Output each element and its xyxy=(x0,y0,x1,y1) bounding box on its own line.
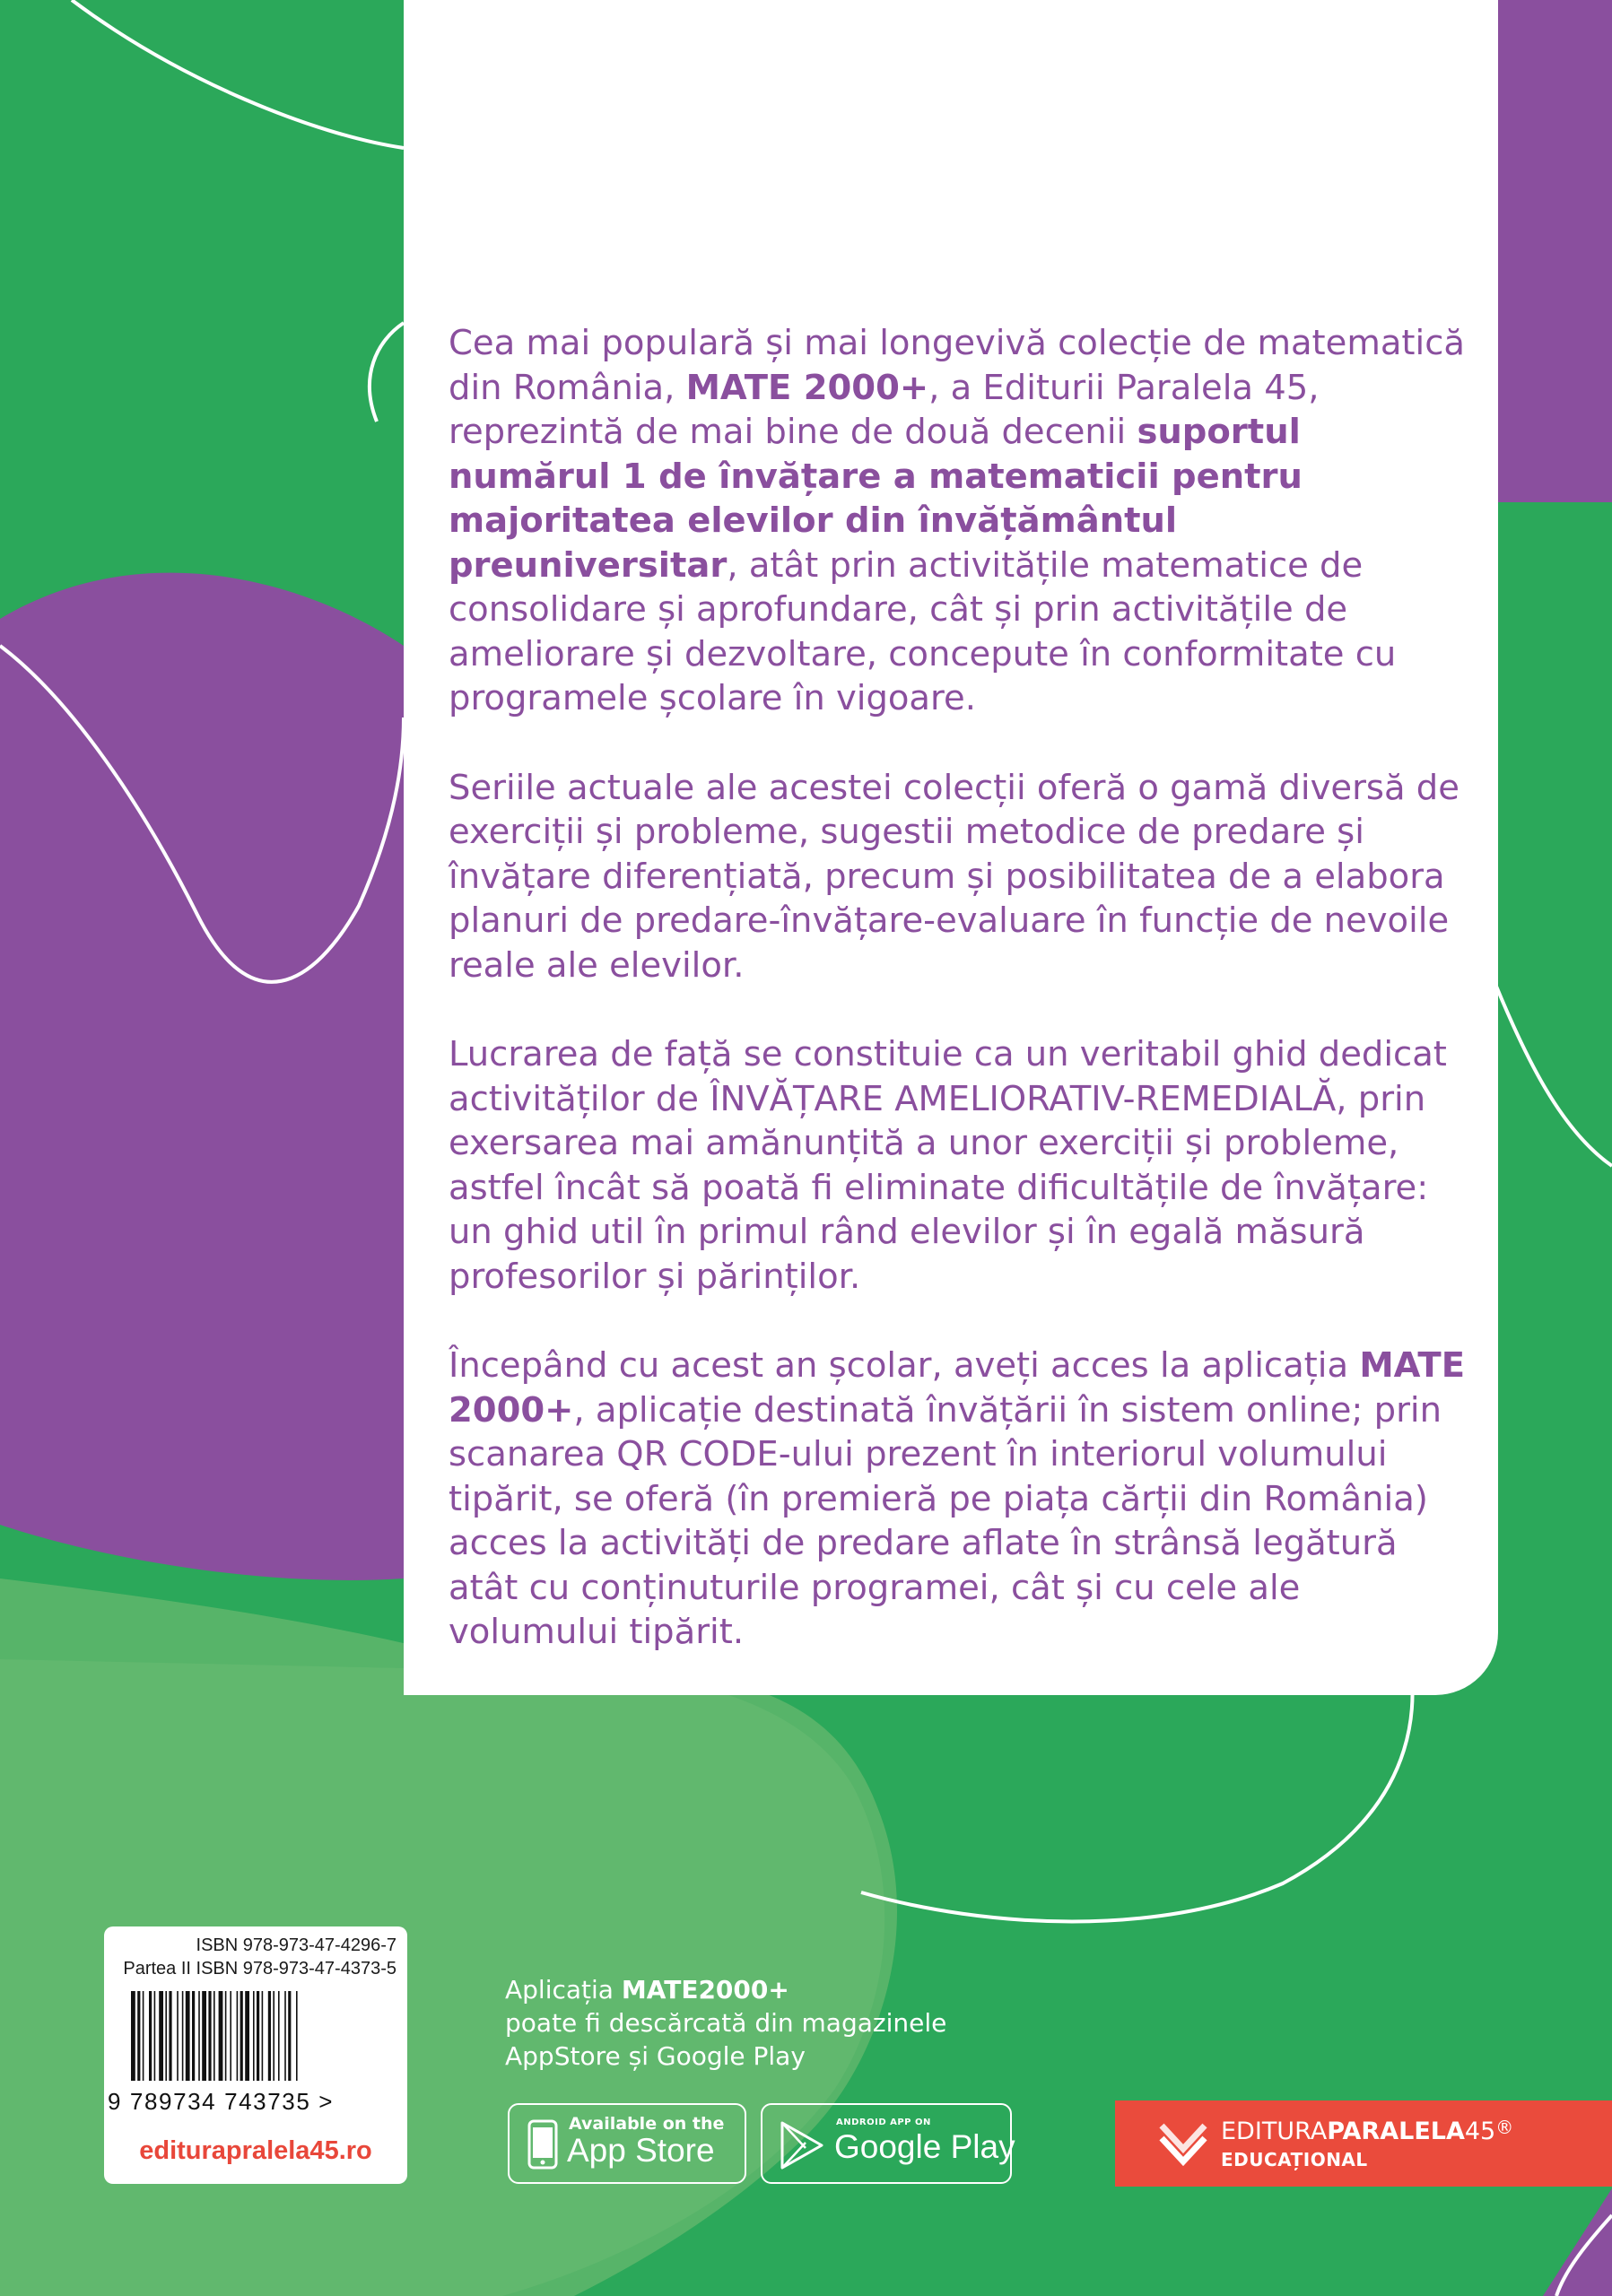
google-play-badge[interactable] xyxy=(761,2103,1015,2184)
app-store-badge[interactable] xyxy=(508,2103,746,2184)
play-icon xyxy=(779,2121,825,2170)
phone-icon xyxy=(527,2119,558,2170)
paragraph-4: Începând cu acest an școlar, aveți acces la aplicația MATE 2000+, aplicație destinată învățării în sistem online; prin scanarea QR CODE-ului prezent în interiorul volumului tipărit, se oferă (în premieră pe piața cărții din România) acces la activități de predare aflate în strânsă legătură atât cu conținuturile programei, cât și cu cele ale volumului tipărit. xyxy=(449,1345,1465,1652)
barcode-digits: 9 789734 743735 > xyxy=(108,2088,335,2115)
publisher-subtitle: EDUCAȚIONAL xyxy=(1221,2149,1368,2170)
website-link[interactable]: editurapralela45.ro xyxy=(139,2136,372,2165)
publisher-logo xyxy=(1115,2100,1612,2187)
paragraph-2: Seriile actuale ale acestei colecții oferă o gamă diversă de exerciții și probleme, sugestii metodice de predare și învățare diferențiată, precum și posibilitatea de a elabora planuri de predare-învățare-evaluare în funcție de nevoile reale ale elevilor. xyxy=(449,767,1460,986)
isbn-line-part2: Partea II ISBN 978-973-47-4373-5 xyxy=(123,1959,396,1979)
paragraph-1: Cea mai populară și mai longevivă colecție de matematică din România, MATE 2000+, a Editurii Paralela 45, reprezintă de mai bine de două decenii suportul numărul 1 de învățare a matematicii pentru majoritatea elevilor din învățământul preuniversitar, atât prin activitățile matematice de consolidare și aprofundare, cât și prin activitățile de ameliorare și dezvoltare, concepute în conformitate cu programele școlare în vigoare. xyxy=(449,323,1465,718)
barcode-card xyxy=(104,1926,407,2184)
paragraph-3: Lucrarea de față se constituie ca un veritabil ghid dedicat activităților de ÎNVĂȚARE AMELIORATIV-REMEDIALĂ, prin exersarea mai amănunțită a unor exerciții și probleme, astfel încât să poată fi eliminate dificultățile de învățare: un ghid util în primul rând elevilor și în egală măsură profesorilor și părinților. xyxy=(449,1034,1447,1297)
isbn-line: ISBN 978-973-47-4296-7 xyxy=(196,1935,396,1955)
publisher-name: EDITURAPARALELA45® xyxy=(1221,2117,1514,2145)
description-text xyxy=(449,321,1471,1700)
app-availability-note: Aplicația MATE2000+ poate fi descărcată din magazinele AppStore și Google Play xyxy=(505,1975,947,2071)
barcode-image xyxy=(131,1991,382,2092)
appstore-small-label: Available on the xyxy=(569,2114,725,2134)
appstore-label: App Store xyxy=(567,2132,715,2169)
publisher-icon xyxy=(1158,2118,1208,2169)
googleplay-small-label: ANDROID APP ON xyxy=(836,2118,931,2127)
googleplay-label: Google Play xyxy=(834,2128,1015,2165)
